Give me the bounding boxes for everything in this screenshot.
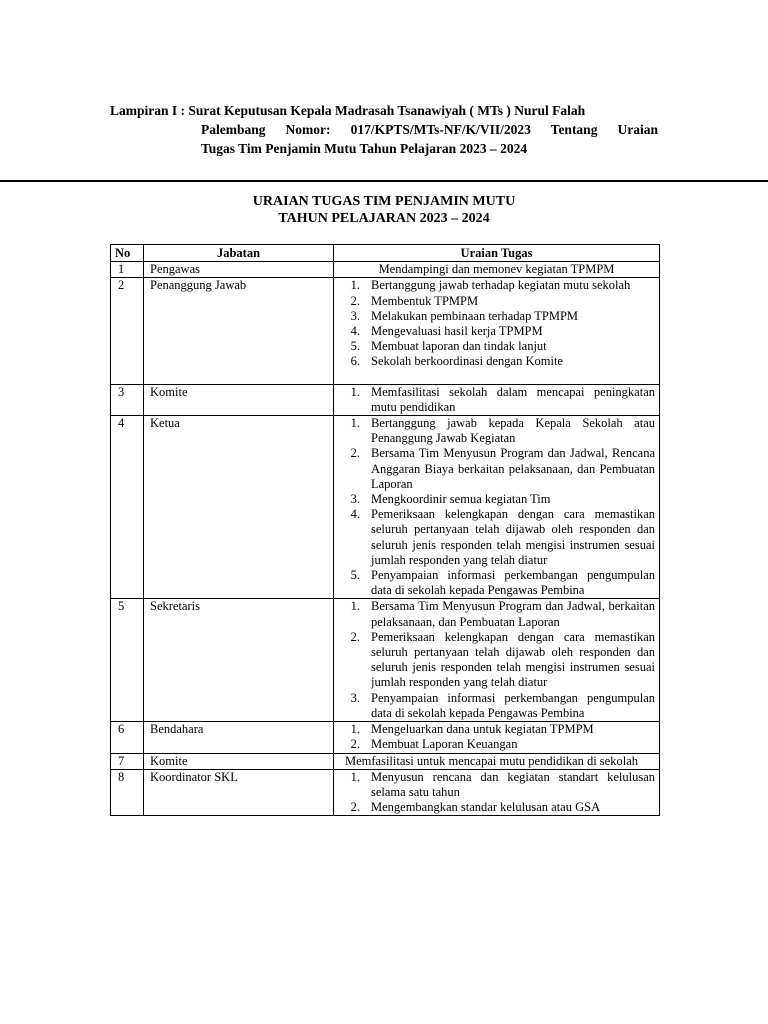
uraian-list-item: 2. Pemeriksaan kelengkapan dengan cara memastikan seluruh pertanyaan telah dijawab oleh responden dan seluruh jenis responden telah mengisi instrumen sesuai jumlah responden yang telah diatur: [350, 629, 655, 690]
cell-jabatan: Ketua: [144, 416, 334, 599]
table-row: [111, 262, 660, 278]
document-title: [0, 193, 768, 227]
cell-uraian-tugas: [334, 599, 660, 722]
uraian-list-item: 1. Bertanggung jawab kepada Kepala Sekolah atau Penanggung Jawab Kegiatan: [350, 416, 655, 446]
uraian-item-text: Bersama Tim Menyusun Program dan Jadwal, Rencana Anggaran Biaya berkaitan pelaksanaan, dan Pembuatan Laporan: [371, 446, 655, 491]
cell-jabatan: Penanggung Jawab: [144, 278, 334, 384]
uraian-list: [338, 770, 655, 816]
lampiran-line-1: Lampiran I : Surat Keputusan Kepala Madrasah Tsanawiyah ( MTs ) Nurul Falah: [110, 103, 586, 118]
table-row: [111, 599, 660, 722]
cell-jabatan: Koordinator SKL: [144, 769, 334, 816]
uraian-list: [338, 599, 655, 721]
uraian-list-item: 6. Sekolah berkoordinasi dengan Komite: [338, 354, 655, 369]
document-title-line-2: TAHUN PELAJARAN 2023 – 2024: [278, 211, 490, 226]
uraian-list-item: 5. Penyampaian informasi perkembangan pengumpulan data di sekolah kepada Pengawas Pembina: [350, 568, 655, 598]
header-uraian-tugas: Uraian Tugas: [334, 245, 660, 262]
uraian-list-item: 2. Bersama Tim Menyusun Program dan Jadwal, Rencana Anggaran Biaya berkaitan pelaksanaan, dan Pembuatan Laporan: [350, 446, 655, 491]
uraian-item-text: Sekolah berkoordinasi dengan Komite: [371, 354, 563, 369]
uraian-item-text: Bertanggung jawab kepada Kepala Sekolah atau Penanggung Jawab Kegiatan: [371, 416, 655, 446]
table-row: [111, 753, 660, 769]
uraian-list-item: 4. Mengevaluasi hasil kerja TPMPM: [338, 324, 655, 339]
cell-no: 6: [111, 722, 144, 753]
cell-jabatan: Komite: [144, 384, 334, 415]
cell-no: 1: [111, 262, 144, 278]
cell-jabatan: Pengawas: [144, 262, 334, 278]
uraian-list-item: 1. Mengeluarkan dana untuk kegiatan TPMPM: [338, 722, 655, 737]
table-row: [111, 416, 660, 599]
cell-jabatan: Sekretaris: [144, 599, 334, 722]
uraian-item-text: Penyampaian informasi perkembangan pengumpulan data di sekolah kepada Pengawas Pembina: [371, 690, 655, 720]
header-divider: [0, 180, 768, 182]
uraian-list-item: 2. Mengembangkan standar kelulusan atau GSA: [338, 800, 655, 815]
uraian-item-text: Pemeriksaan kelengkapan dengan cara memastikan seluruh pertanyaan telah dijawab oleh responden dan seluruh jenis responden telah mengisi instrumen sesuai jumlah responden yang telah diatur: [371, 507, 655, 567]
uraian-item-text: Menyusun rencana dan kegiatan standart kelulusan selama satu tahun: [371, 769, 655, 799]
uraian-text: Mendampingi dan memonev kegiatan TPMPM: [378, 262, 615, 277]
table-row: [111, 384, 660, 415]
uraian-list-item: 1. Bersama Tim Menyusun Program dan Jadwal, berkaitan pelaksanaan, dan Pembuatan Laporan: [350, 599, 655, 629]
cell-uraian-tugas: [334, 769, 660, 816]
header-jabatan: Jabatan: [144, 245, 334, 262]
uraian-item-text: Mengevaluasi hasil kerja TPMPM: [371, 324, 543, 339]
cell-no: 4: [111, 416, 144, 599]
cell-uraian-tugas: [334, 384, 660, 415]
uraian-item-text: Mengkoordinir semua kegiatan Tim: [371, 492, 551, 507]
cell-no: 3: [111, 384, 144, 415]
lampiran-line-3: Tugas Tim Penjamin Mutu Tahun Pelajaran 2023 – 2024: [201, 141, 528, 156]
uraian-list-item: 3. Mengkoordinir semua kegiatan Tim: [338, 492, 655, 507]
cell-no: 8: [111, 769, 144, 816]
uraian-list-item: 1. Memfasilitasi sekolah dalam mencapai peningkatan mutu pendidikan: [350, 384, 655, 414]
uraian-item-text: Memfasilitasi sekolah dalam mencapai peningkatan mutu pendidikan: [371, 384, 655, 414]
uraian-list: [338, 278, 655, 369]
cell-jabatan: Komite: [144, 753, 334, 769]
uraian-item-text: Mengeluarkan dana untuk kegiatan TPMPM: [371, 722, 594, 737]
document-title-line-1: URAIAN TUGAS TIM PENJAMIN MUTU: [252, 194, 516, 209]
cell-no: 5: [111, 599, 144, 722]
table-row: [111, 278, 660, 384]
uraian-list-item: 3. Penyampaian informasi perkembangan pengumpulan data di sekolah kepada Pengawas Pembina: [350, 690, 655, 720]
lampiran-line-2: Palembang Nomor: 017/KPTS/MTs-NF/K/VII/2023 Tentang Uraian: [201, 122, 658, 137]
uraian-tugas-table: [110, 244, 660, 816]
uraian-item-text: Bersama Tim Menyusun Program dan Jadwal, berkaitan pelaksanaan, dan Pembuatan Laporan: [371, 599, 655, 629]
uraian-list: [338, 722, 655, 752]
uraian-item-text: Bertanggung jawab terhadap kegiatan mutu sekolah: [371, 278, 631, 293]
uraian-list: [338, 385, 655, 415]
cell-uraian-tugas: [334, 753, 660, 769]
cell-uraian-tugas: [334, 416, 660, 599]
cell-jabatan: Bendahara: [144, 722, 334, 753]
uraian-list-item: 3. Melakukan pembinaan terhadap TPMPM: [338, 309, 655, 324]
cell-no: 7: [111, 753, 144, 769]
table-row: [111, 722, 660, 753]
uraian-item-text: Membuat laporan dan tindak lanjut: [371, 339, 547, 354]
uraian-item-text: Melakukan pembinaan terhadap TPMPM: [371, 308, 579, 323]
uraian-list: [338, 416, 655, 598]
uraian-item-text: Pemeriksaan kelengkapan dengan cara memastikan seluruh pertanyaan telah dijawab oleh responden dan seluruh jenis responden telah mengisi instrumen sesuai jumlah responden yang telah diatur: [371, 629, 655, 690]
cell-uraian-tugas: [334, 262, 660, 278]
uraian-list-item: 2. Membuat Laporan Keuangan: [338, 737, 655, 752]
uraian-list-item: 1. Menyusun rencana dan kegiatan standart kelulusan selama satu tahun: [350, 769, 655, 799]
cell-uraian-tugas: [334, 278, 660, 384]
uraian-item-text: Penyampaian informasi perkembangan pengumpulan data di sekolah kepada Pengawas Pembina: [371, 568, 655, 598]
uraian-list-item: 4. Pemeriksaan kelengkapan dengan cara memastikan seluruh pertanyaan telah dijawab oleh responden dan seluruh jenis responden telah mengisi instrumen sesuai jumlah responden yang telah diatur: [350, 507, 655, 567]
cell-uraian-tugas: [334, 722, 660, 753]
header-no: No: [111, 245, 144, 262]
uraian-list-item: 2. Membentuk TPMPM: [338, 294, 655, 309]
cell-no: 2: [111, 278, 144, 384]
lampiran-header: [110, 101, 658, 158]
uraian-list-item: 5. Membuat laporan dan tindak lanjut: [338, 339, 655, 354]
uraian-list-item: 1. Bertanggung jawab terhadap kegiatan mutu sekolah: [338, 278, 655, 293]
uraian-item-text: Membentuk TPMPM: [371, 293, 479, 308]
table-row: [111, 769, 660, 816]
table-header-row: [111, 245, 660, 262]
uraian-item-text: Membuat Laporan Keuangan: [371, 737, 518, 752]
uraian-text: Memfasilitasi untuk mencapai mutu pendidikan di sekolah: [345, 753, 638, 768]
uraian-item-text: Mengembangkan standar kelulusan atau GSA: [371, 800, 601, 815]
